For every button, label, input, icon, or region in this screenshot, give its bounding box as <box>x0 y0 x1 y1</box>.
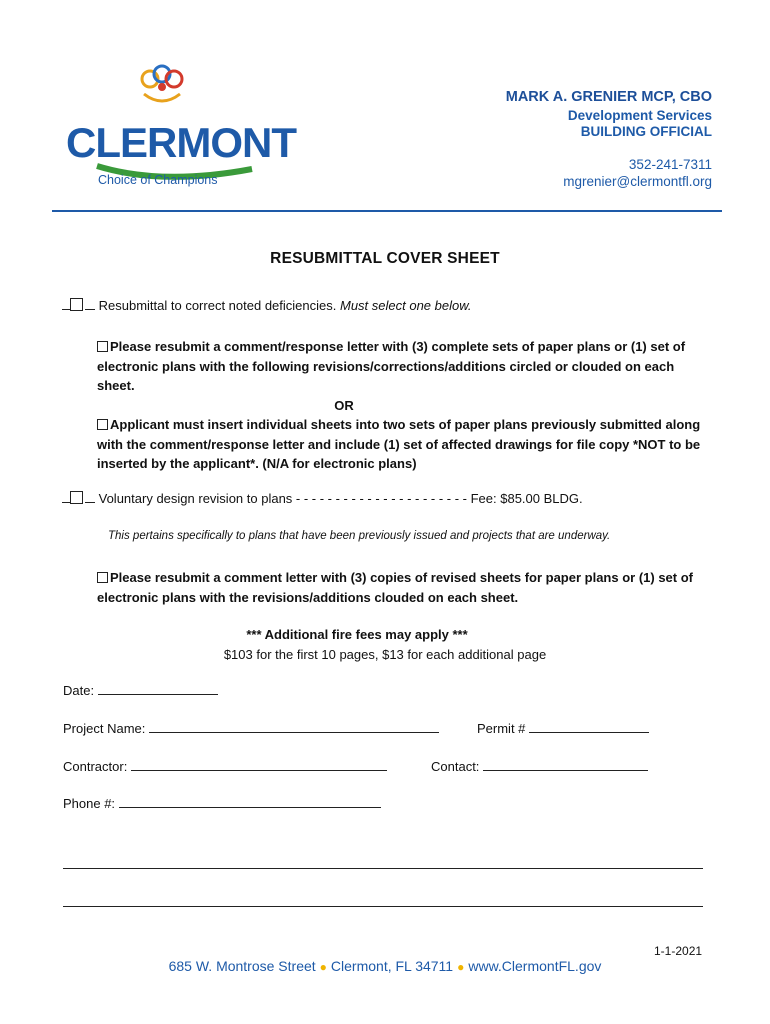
resubmittal-label: Resubmittal to correct noted deficiencies. <box>98 298 337 313</box>
voluntary-choice-text: Please resubmit a comment letter with (3) copies of revised sheets for paper plans or (1) set of electronic plans with the revisions/additions clouded on each sheet. <box>97 570 694 605</box>
contact-phone: 352-241-7311 <box>628 157 712 172</box>
permit-label: Permit # <box>477 721 526 736</box>
underline <box>85 502 95 503</box>
notes-line[interactable] <box>63 906 703 907</box>
project-name-label: Project Name: <box>63 721 146 736</box>
date-input-line[interactable] <box>98 694 218 695</box>
contractor-label: Contractor: <box>63 759 128 774</box>
fire-fee-rate: $103 for the first 10 pages, $13 for each additional page <box>223 647 547 662</box>
notes-line[interactable] <box>63 868 703 869</box>
or-separator: OR <box>334 398 354 413</box>
contact-input-line[interactable] <box>483 770 648 771</box>
voluntary-revision-checkbox[interactable] <box>70 491 83 504</box>
phone-label: Phone #: <box>63 796 116 811</box>
fire-fees-notice: *** Additional fire fees may apply *** <box>246 627 468 642</box>
logo-wordmark: CLERMONT <box>66 119 296 166</box>
permit-input-line[interactable] <box>529 732 649 733</box>
logo-graphic <box>62 66 296 191</box>
contact-email[interactable]: mgrenier@clermontfl.org <box>563 174 712 189</box>
bullet-icon: ● <box>319 960 327 974</box>
permit-field <box>477 721 649 736</box>
voluntary-choice-checkbox[interactable] <box>97 572 108 583</box>
underline <box>62 309 70 310</box>
footer-website[interactable]: www.ClermontFL.gov <box>468 958 602 974</box>
phone-field <box>63 796 381 811</box>
underline <box>62 502 70 503</box>
department-name: Development Services <box>567 108 712 123</box>
voluntary-revision-label: Voluntary design revision to plans - - - - - - - - - - - - - - - - - - - - - - Fee: $85.00 BLDG. <box>98 491 583 506</box>
contact-label: Contact: <box>431 759 480 774</box>
resubmittal-instruction: Must select one below. <box>339 298 472 313</box>
footer-street: 685 W. Montrose Street <box>168 958 316 974</box>
option-resubmittal <box>62 296 472 315</box>
page-title: RESUBMITTAL COVER SHEET <box>270 250 500 267</box>
official-title: BUILDING OFFICIAL <box>580 124 712 139</box>
option-resubmittal-a <box>97 337 709 396</box>
logo-tagline: Choice of Champions <box>98 173 218 187</box>
date-label: Date: <box>63 683 95 698</box>
header-divider <box>52 210 722 212</box>
choice-b-text: Applicant must insert individual sheets into two sets of paper plans previously submitted along with the comment/response letter and include (1) set of affected drawings for file copy *NOT to be inserted by the applicant*. (N/A for electronic plans) <box>97 417 701 471</box>
resubmittal-checkbox[interactable] <box>70 298 83 311</box>
footer-city: Clermont, FL 34711 <box>330 958 454 974</box>
contractor-field <box>63 759 387 774</box>
voluntary-revision-note: This pertains specifically to plans that have been previously issued and projects that are underway. <box>108 530 611 542</box>
footer-address <box>0 958 770 974</box>
bullet-icon: ● <box>457 960 465 974</box>
revision-date: 1-1-2021 <box>654 944 703 958</box>
option-voluntary-revision <box>62 489 583 508</box>
underline <box>85 309 95 310</box>
clermont-logo <box>62 66 296 191</box>
option-voluntary-a <box>97 568 709 607</box>
project-name-input-line[interactable] <box>149 732 439 733</box>
official-name: MARK A. GRENIER MCP, CBO <box>505 89 712 105</box>
contact-field <box>431 759 648 774</box>
option-resubmittal-b <box>97 415 709 474</box>
choice-a-text: Please resubmit a comment/response letter with (3) complete sets of paper plans or (1) set of electronic plans with the following revisions/corrections/additions circled or clouded on each sheet. <box>97 339 686 393</box>
choice-a-checkbox[interactable] <box>97 341 108 352</box>
date-field <box>63 683 218 698</box>
project-name-field <box>63 721 439 736</box>
choice-b-checkbox[interactable] <box>97 419 108 430</box>
contractor-input-line[interactable] <box>131 770 387 771</box>
phone-input-line[interactable] <box>119 807 381 808</box>
